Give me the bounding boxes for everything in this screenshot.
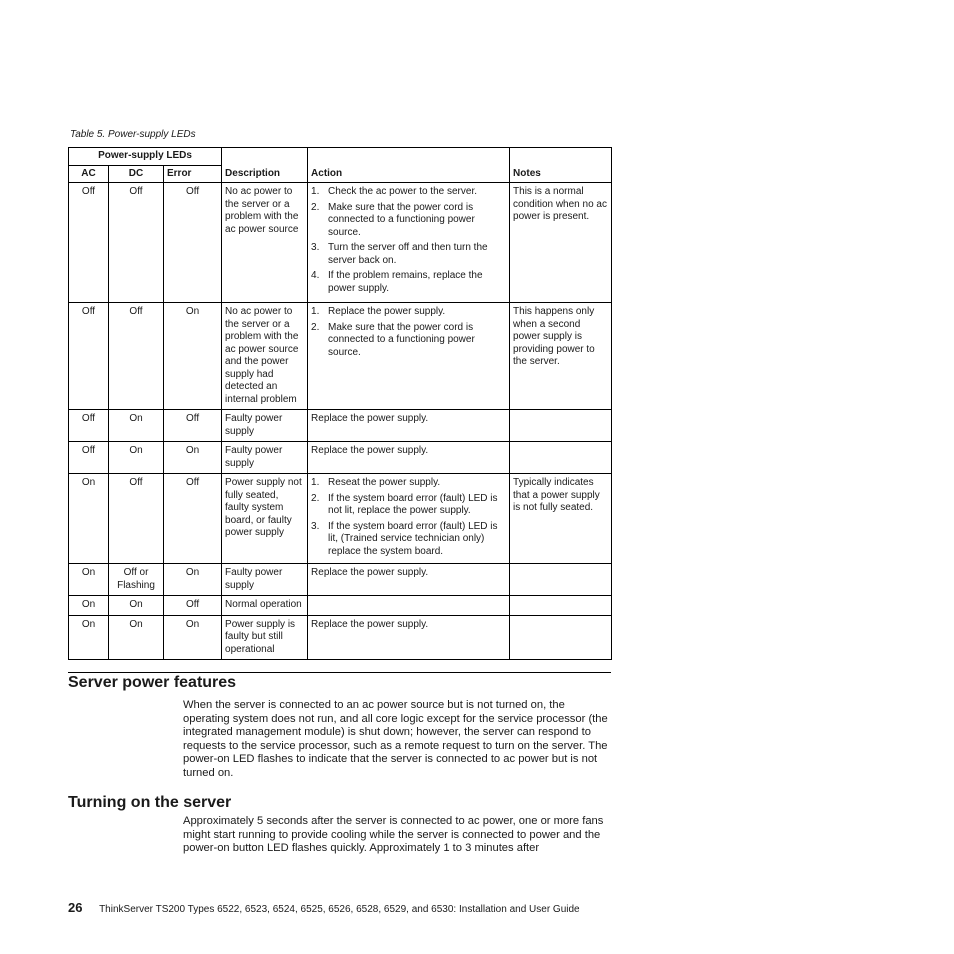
cell-action bbox=[308, 303, 510, 410]
cell-description: No ac power to the server or a problem with the ac power source and the power supply had detected an internal problem bbox=[222, 303, 308, 410]
cell-ac: Off bbox=[69, 183, 109, 303]
cell-ac: On bbox=[69, 564, 109, 596]
power-supply-leds-table bbox=[68, 147, 612, 660]
header-dc: DC bbox=[109, 165, 164, 183]
cell-error: Off bbox=[164, 183, 222, 303]
table-row bbox=[69, 410, 612, 442]
cell-ac: Off bbox=[69, 442, 109, 474]
cell-dc: Off bbox=[109, 183, 164, 303]
footer-title: ThinkServer TS200 Types 6522, 6523, 6524, 6525, 6526, 6528, 6529, and 6530: Installation and User Guide bbox=[99, 904, 580, 915]
cell-action: Replace the power supply. bbox=[308, 564, 510, 596]
cell-dc: Off bbox=[109, 303, 164, 410]
step-text: If the system board error (fault) LED is lit, (Trained service technician only) replace the system board. bbox=[328, 520, 498, 557]
step-number: 1. bbox=[311, 306, 320, 317]
cell-notes: This happens only when a second power supply is providing power to the server. bbox=[510, 303, 612, 410]
action-step bbox=[311, 186, 506, 199]
action-step bbox=[311, 306, 506, 319]
page-footer bbox=[68, 900, 580, 915]
cell-dc: On bbox=[109, 596, 164, 616]
cell-description: Normal operation bbox=[222, 596, 308, 616]
cell-error: Off bbox=[164, 596, 222, 616]
cell-notes bbox=[510, 615, 612, 660]
action-step bbox=[311, 477, 506, 490]
header-description: Description bbox=[222, 148, 308, 183]
section-heading-turning-on: Turning on the server bbox=[68, 794, 232, 811]
cell-description: Power supply is faulty but still operational bbox=[222, 615, 308, 660]
step-text: Replace the power supply. bbox=[328, 306, 446, 317]
step-text: If the system board error (fault) LED is not lit, replace the power supply. bbox=[328, 492, 498, 516]
table-row bbox=[69, 183, 612, 303]
group-header: Power-supply LEDs bbox=[69, 148, 222, 166]
step-text: Reseat the power supply. bbox=[328, 477, 441, 488]
table-row bbox=[69, 442, 612, 474]
cell-error: On bbox=[164, 564, 222, 596]
header-action: Action bbox=[308, 148, 510, 183]
step-number: 2. bbox=[311, 321, 320, 333]
action-step bbox=[311, 202, 506, 240]
cell-action bbox=[308, 183, 510, 303]
step-number: 2. bbox=[311, 201, 320, 213]
cell-error: Off bbox=[164, 410, 222, 442]
cell-notes bbox=[510, 410, 612, 442]
cell-action: Replace the power supply. bbox=[308, 615, 510, 660]
section-body-server-power: When the server is connected to an ac power source but is not turned on, the operating system does not run, and all core logic except for the service processor (the integrated management module) is shut down; however, the server can respond to requests to the service processor, such as a remote request to turn on the server. The power-on LED flashes to indicate that the server is connected to ac power but is not turned on. bbox=[183, 699, 608, 779]
cell-ac: On bbox=[69, 615, 109, 660]
cell-description: Faulty power supply bbox=[222, 442, 308, 474]
step-number: 2. bbox=[311, 492, 320, 504]
cell-notes bbox=[510, 596, 612, 616]
cell-dc: On bbox=[109, 615, 164, 660]
table-row bbox=[69, 564, 612, 596]
cell-error: On bbox=[164, 615, 222, 660]
cell-notes bbox=[510, 442, 612, 474]
header-ac: AC bbox=[69, 165, 109, 183]
cell-action: Replace the power supply. bbox=[308, 410, 510, 442]
step-text: Turn the server off and then turn the server back on. bbox=[328, 242, 488, 266]
action-step bbox=[311, 521, 506, 559]
cell-dc: Off or Flashing bbox=[109, 564, 164, 596]
cell-description: Power supply not fully seated, faulty system board, or faulty power supply bbox=[222, 474, 308, 564]
section-divider bbox=[68, 672, 611, 673]
step-number: 3. bbox=[311, 242, 320, 253]
cell-dc: On bbox=[109, 410, 164, 442]
cell-description: Faulty power supply bbox=[222, 564, 308, 596]
table-caption: Table 5. Power-supply LEDs bbox=[70, 129, 196, 140]
action-step bbox=[311, 270, 506, 295]
action-step bbox=[311, 242, 506, 267]
cell-dc: Off bbox=[109, 474, 164, 564]
step-text: Make sure that the power cord is connected to a functioning power source. bbox=[328, 321, 475, 358]
step-text: Check the ac power to the server. bbox=[328, 186, 477, 197]
cell-ac: On bbox=[69, 474, 109, 564]
cell-dc: On bbox=[109, 442, 164, 474]
step-number: 1. bbox=[311, 186, 320, 197]
table-row bbox=[69, 303, 612, 410]
cell-notes: This is a normal condition when no ac power is present. bbox=[510, 183, 612, 303]
cell-action bbox=[308, 474, 510, 564]
step-number: 4. bbox=[311, 270, 320, 281]
cell-error: On bbox=[164, 303, 222, 410]
step-text: Make sure that the power cord is connected to a functioning power source. bbox=[328, 201, 475, 238]
cell-notes: Typically indicates that a power supply is not fully seated. bbox=[510, 474, 612, 564]
table-row bbox=[69, 596, 612, 616]
cell-error: Off bbox=[164, 474, 222, 564]
header-error: Error bbox=[164, 165, 222, 183]
step-number: 1. bbox=[311, 477, 320, 488]
cell-error: On bbox=[164, 442, 222, 474]
table-row bbox=[69, 474, 612, 564]
section-heading-server-power: Server power features bbox=[68, 674, 237, 691]
table-row bbox=[69, 615, 612, 660]
action-step bbox=[311, 493, 506, 518]
cell-action bbox=[308, 596, 510, 616]
cell-action: Replace the power supply. bbox=[308, 442, 510, 474]
cell-ac: Off bbox=[69, 303, 109, 410]
header-notes: Notes bbox=[510, 148, 612, 183]
cell-ac: On bbox=[69, 596, 109, 616]
step-text: If the problem remains, replace the power supply. bbox=[328, 270, 483, 294]
step-number: 3. bbox=[311, 520, 320, 532]
cell-description: No ac power to the server or a problem with the ac power source bbox=[222, 183, 308, 303]
cell-ac: Off bbox=[69, 410, 109, 442]
section-body-turning-on: Approximately 5 seconds after the server is connected to ac power, one or more fans might start running to provide cooling while the server is connected to power and the power-on button LED flashes quickly. Approximately 1 to 3 minutes after bbox=[183, 815, 604, 855]
action-step bbox=[311, 322, 506, 360]
page-number: 26 bbox=[68, 900, 83, 915]
cell-description: Faulty power supply bbox=[222, 410, 308, 442]
cell-notes bbox=[510, 564, 612, 596]
